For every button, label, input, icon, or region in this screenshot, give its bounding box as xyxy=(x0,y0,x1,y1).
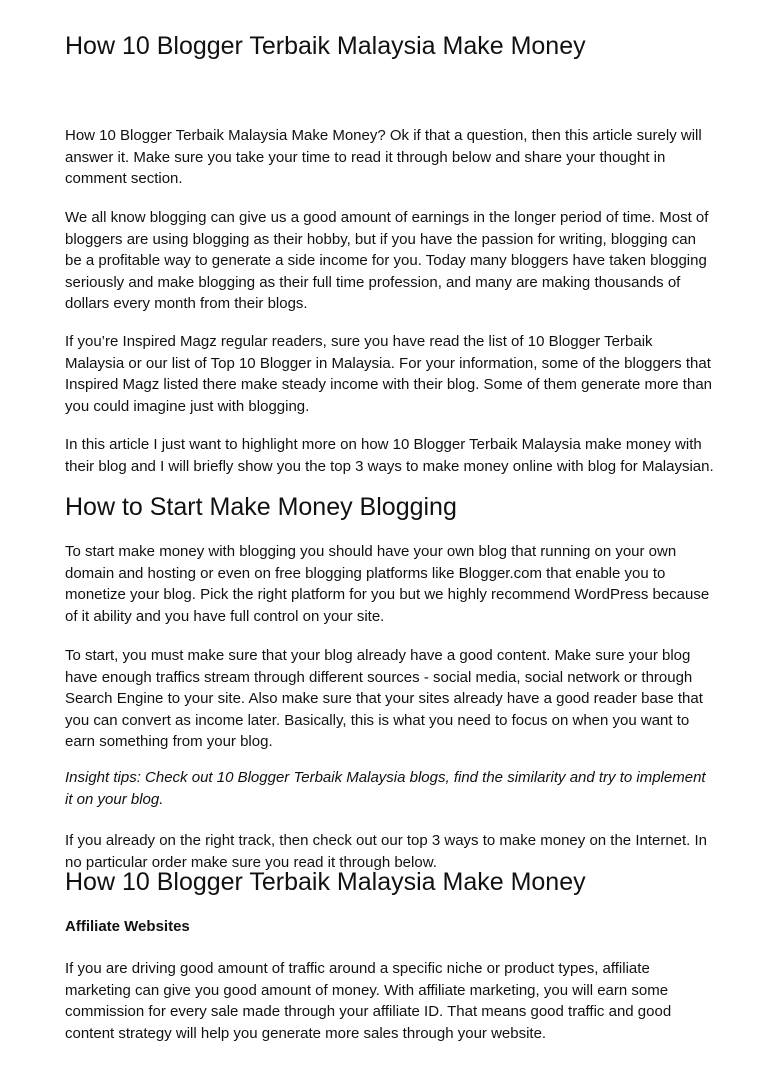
section1-paragraph-2: To start, you must make sure that your blog already have a good content. Make sure your blog have enough traffics stream through different sources - social media, social network or through Search Engine to your site. Also make sure that your sites already have a good reader base that you can convert as income later. Basically, this is what you need to focus on when you want to earn something from your blog. xyxy=(65,647,703,750)
document-title: How 10 Blogger Terbaik Malaysia Make Money xyxy=(65,32,586,60)
intro-paragraph-2: We all know blogging can give us a good amount of earnings in the longer period of time. Most of bloggers are using blogging as their hobby, but if you have the passion for writing, blogging can be a profitable way to generate a side income for you. Today many bloggers have taken blogging seriously and make blogging as their full time profession, and many are making thousands of dollars every month from their blogs. xyxy=(65,209,709,312)
intro-paragraph-1: How 10 Blogger Terbaik Malaysia Make Money? Ok if that a question, then this article surely will answer it. Make sure you take your time to read it through below and share your thought in comment section. xyxy=(65,127,702,187)
subheading-affiliate-websites: Affiliate Websites xyxy=(65,918,190,935)
intro-paragraph-3: If you’re Inspired Magz regular readers, sure you have read the list of 10 Blogger Terbaik Malaysia or our list of Top 10 Blogger in Malaysia. For your information, some of the bloggers that Inspired Magz listed there make steady income with their blog. Some of them generate more than you could imagine just with blogging. xyxy=(65,333,712,415)
intro-paragraph-4: In this article I just want to highlight more on how 10 Blogger Terbaik Malaysia make money with their blog and I will briefly show you the top 3 ways to make money online with blog for Malaysian. xyxy=(65,436,714,475)
insight-tip: Insight tips: Check out 10 Blogger Terbaik Malaysia blogs, find the similarity and try to implement it on your blog. xyxy=(65,769,706,808)
section-heading-make-money: How 10 Blogger Terbaik Malaysia Make Money xyxy=(65,868,586,896)
affiliate-paragraph: If you are driving good amount of traffic around a specific niche or product types, affiliate marketing can give you good amount of money. With affiliate marketing, you will earn some commission for every sale made through your affiliate ID. That means good traffic and good content strategy will help you generate more sales through your website. xyxy=(65,960,672,1042)
section1-closing: If you already on the right track, then check out our top 3 ways to make money on the Internet. In no particular order make sure you read it through below. xyxy=(65,832,708,871)
section1-paragraph-1: To start make money with blogging you should have your own blog that running on your own domain and hosting or even on free blogging platforms like Blogger.com that enable you to monetize your blog. Pick the right platform for you but we highly recommend WordPress because of it ability and you have full control on your site. xyxy=(65,543,710,625)
section-heading-start-blogging: How to Start Make Money Blogging xyxy=(65,493,457,521)
